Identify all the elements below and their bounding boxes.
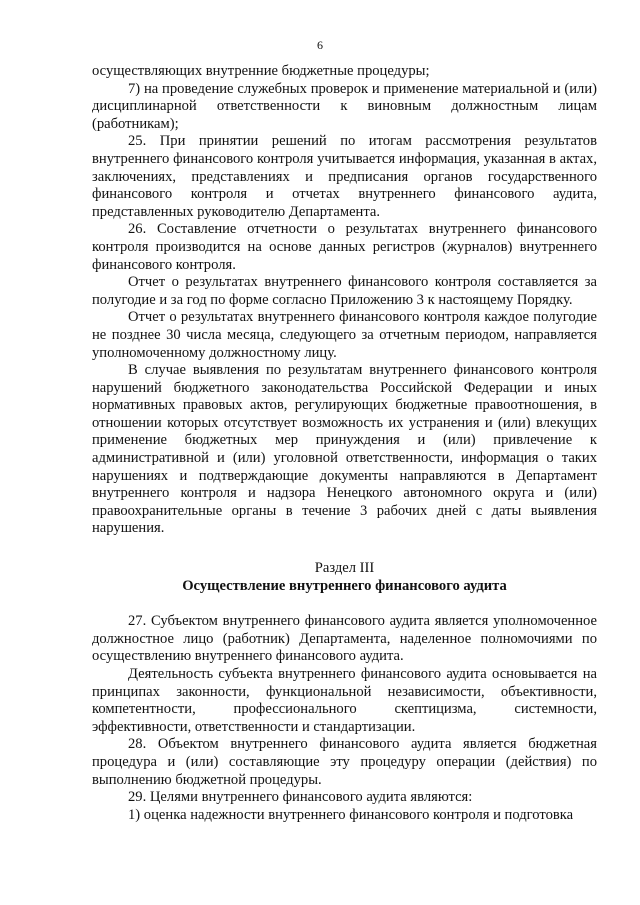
document-body bbox=[92, 63, 597, 824]
paragraph-clause-27: 27. Субъектом внутреннего финансового аудита является уполномоченное должностное лицо (работник) Департамента, наделенное полномочиями по осуществлению внутреннего финансового аудита. bbox=[92, 613, 597, 665]
paragraph-report-deadline: Отчет о результатах внутреннего финансового контроля каждое полугодие не позднее 30 числа месяца, следующего за отчетным периодом, направляется уполномоченному должностному лицу. bbox=[92, 309, 597, 361]
paragraph-continuation: осуществляющих внутренние бюджетные процедуры; bbox=[92, 63, 430, 79]
paragraph-clause-26: 26. Составление отчетности о результатах внутреннего финансового контроля производится на основе данных регистров (журналов) внутреннего финансового контроля. bbox=[92, 221, 597, 273]
paragraph-audit-principles: Деятельность субъекта внутреннего финансового аудита основывается на принципах законности, функциональной независимости, объективности, компетентности, профессионального скептицизма, системности, эффективности, ответственности и стандартизации. bbox=[92, 666, 597, 735]
section-title: Осуществление внутреннего финансового аудита bbox=[182, 577, 507, 594]
paragraph-item-7: 7) на проведение служебных проверок и применение материальной и (или) дисциплинарной ответственности к виновным должностным лицам (работникам); bbox=[92, 80, 597, 132]
paragraph-violations: В случае выявления по результатам внутреннего финансового контроля нарушений бюджетного законодательства Российской Федерации и иных нормативных правовых актов, регулирующих бюджетные правоотношения, в отношении которых отсутствует возможность их устранения и (или) влекущих применение бюджетных мер принуждения и (или) привлечение к административной и (или) уголовной ответственности, информация о таких нарушениях и подтверждающие документы направляются в Департамент внутреннего контроля и надзора Ненецкого автономного округа и (или) правоохранительные органы в течение 3 рабочих дней с даты выявления нарушения. bbox=[92, 362, 597, 537]
paragraph-clause-28: 28. Объектом внутреннего финансового аудита является бюджетная процедура и (или) составляющие эту процедуру операции (действия) по выполнению бюджетной процедуры. bbox=[92, 736, 597, 788]
paragraph-report-period: Отчет о результатах внутреннего финансового контроля составляется за полугодие и за год по форме согласно Приложению 3 к настоящему Порядку. bbox=[92, 274, 597, 308]
paragraph-clause-29: 29. Целями внутреннего финансового аудита являются: bbox=[128, 789, 473, 806]
page-number: 6 bbox=[317, 38, 323, 52]
paragraph-goal-1: 1) оценка надежности внутреннего финансового контроля и подготовка bbox=[128, 806, 574, 823]
paragraph-clause-25: 25. При принятии решений по итогам рассмотрения результатов внутреннего финансового контроля учитывается информация, указанная в актах, заключениях, представлениях и предписания органов государственного финансового контроля и отчетах внутреннего финансового аудита, представленных руководителю Департамента. bbox=[92, 133, 597, 220]
section-label: Раздел III bbox=[314, 560, 375, 577]
